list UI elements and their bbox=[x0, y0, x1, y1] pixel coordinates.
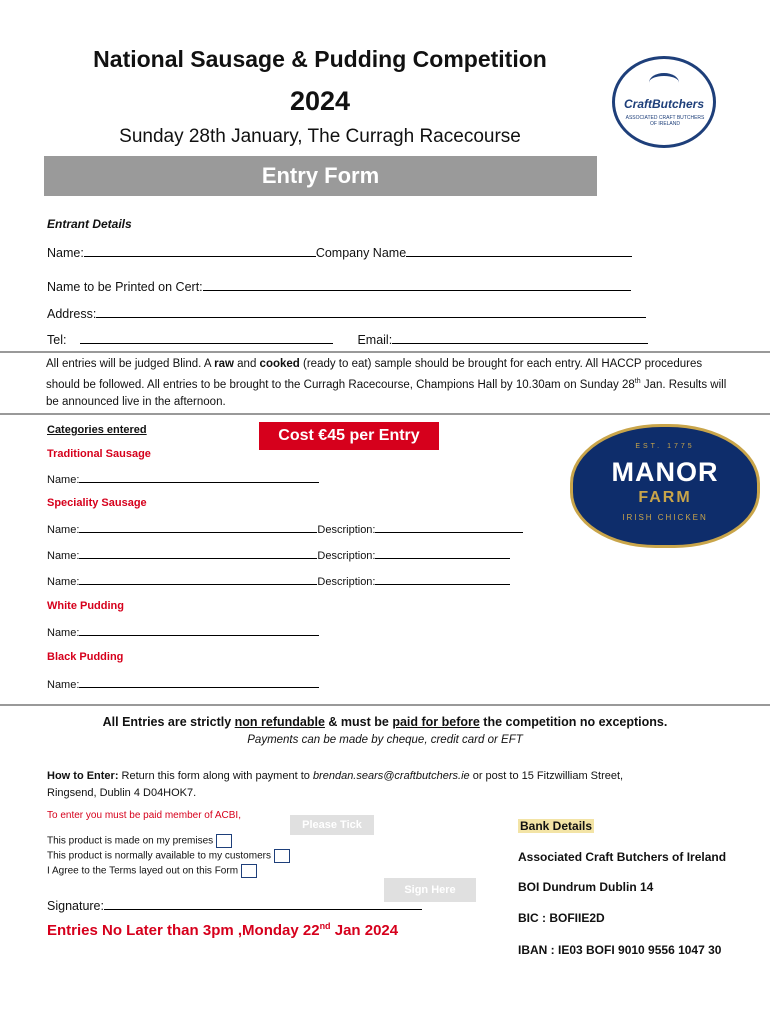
available-checkbox[interactable] bbox=[274, 849, 290, 863]
member-notice: To enter you must be paid member of ACBI, bbox=[47, 810, 241, 821]
agree-row: I Agree to the Terms layed out on this Form bbox=[47, 864, 257, 878]
entrant-details-heading: Entrant Details bbox=[47, 217, 132, 231]
traditional-sausage-heading: Traditional Sausage bbox=[47, 448, 151, 460]
premises-row: This product is made on my premises bbox=[47, 834, 232, 848]
black-pudding-heading: Black Pudding bbox=[47, 651, 124, 663]
speciality-name-field-2[interactable] bbox=[79, 548, 317, 559]
bank-branch: BOI Dundrum Dublin 14 bbox=[518, 880, 654, 894]
divider-middle bbox=[0, 413, 770, 415]
bank-account-name: Associated Craft Butchers of Ireland bbox=[518, 850, 727, 864]
craft-butchers-logo bbox=[612, 56, 716, 148]
divider-bottom bbox=[0, 704, 770, 706]
speciality-row-3: Name: Description: bbox=[47, 574, 510, 588]
company-field[interactable] bbox=[406, 244, 632, 257]
address-label: Address: bbox=[47, 307, 97, 321]
name-label: Name: bbox=[47, 246, 84, 260]
tel-field[interactable] bbox=[80, 331, 333, 344]
payment-methods: Payments can be made by cheque, credit card or EFT bbox=[247, 734, 523, 746]
agree-checkbox[interactable] bbox=[241, 864, 257, 878]
cert-field[interactable] bbox=[203, 278, 631, 291]
signature-row: Signature: bbox=[47, 897, 422, 913]
speciality-desc-field-1[interactable] bbox=[375, 522, 523, 533]
judging-notice: All entries will be judged Blind. A raw and cooked (ready to eat) sample should be brought for each entry. All HACCP procedures should be followed. All entries to be brought to the Curragh Racecourse, Champions Hall by 10.30am on Sunday 28th Jan. Results will be announced live in the afternoon. bbox=[46, 358, 727, 408]
competition-title: National Sausage & Pudding Competition bbox=[93, 46, 547, 72]
manor-tag: IRISH CHICKEN bbox=[622, 513, 708, 522]
black-name-field[interactable] bbox=[79, 677, 319, 688]
white-pudding-heading: White Pudding bbox=[47, 600, 124, 612]
logo-text: CraftButchers bbox=[623, 97, 704, 111]
divider-top bbox=[0, 351, 770, 353]
black-name-row: Name: bbox=[47, 677, 319, 691]
cost-badge: Cost €45 per Entry bbox=[259, 422, 439, 450]
signature-field[interactable] bbox=[104, 897, 422, 910]
deadline-notice: Entries No Later than 3pm ,Monday 22nd Jan 2024 bbox=[47, 921, 399, 939]
logo-subtext: ASSOCIATED CRAFT BUTCHERS OF IRELAND bbox=[625, 115, 705, 127]
company-label: Company Name bbox=[315, 246, 407, 260]
competition-year: 2024 bbox=[289, 86, 351, 116]
cert-label: Name to be Printed on Cert: bbox=[47, 280, 203, 294]
tel-row bbox=[47, 331, 648, 347]
name-row bbox=[47, 244, 632, 260]
email-field[interactable] bbox=[392, 331, 648, 344]
manor-farm-logo bbox=[570, 424, 760, 548]
manor-farm: FARM bbox=[638, 489, 692, 506]
speciality-row-1: Name: Description: bbox=[47, 522, 523, 536]
white-name-row: Name: bbox=[47, 625, 319, 639]
bird-icon bbox=[649, 73, 679, 92]
premises-checkbox[interactable] bbox=[216, 834, 232, 848]
white-name-field[interactable] bbox=[79, 625, 319, 636]
email-label: Email: bbox=[357, 333, 393, 347]
speciality-desc-field-2[interactable] bbox=[375, 548, 510, 559]
bank-details-heading: Bank Details bbox=[520, 819, 593, 833]
speciality-name-field-1[interactable] bbox=[79, 522, 317, 533]
sign-here-callout: Sign Here bbox=[384, 878, 476, 902]
refund-terms: All Entries are strictly non refundable & must be paid for before the competition no exceptions. bbox=[102, 715, 668, 729]
name-field[interactable] bbox=[84, 244, 316, 257]
traditional-name-field[interactable] bbox=[79, 472, 319, 483]
cert-row bbox=[47, 278, 631, 294]
speciality-desc-field-3[interactable] bbox=[375, 574, 510, 585]
bank-iban: IBAN : IE03 BOFI 9010 9556 1047 30 bbox=[518, 943, 722, 957]
categories-heading: Categories entered bbox=[47, 424, 147, 436]
manor-est: EST. 1775 bbox=[635, 443, 695, 450]
contact-email[interactable]: brendan.sears@craftbutchers.ie bbox=[312, 770, 470, 782]
tel-label: Tel: bbox=[47, 333, 67, 347]
bank-bic: BIC : BOFIIE2D bbox=[518, 911, 605, 925]
address-row bbox=[47, 305, 646, 321]
entry-form-banner: Entry Form bbox=[44, 156, 597, 196]
traditional-name-row: Name: bbox=[47, 472, 319, 486]
how-to-enter: How to Enter: Return this form along with payment to brendan.sears@craftbutchers.ie or post to 15 Fitzwilliam Street, Ringsend, Dublin 4 D04HOK7. bbox=[47, 770, 624, 799]
speciality-sausage-heading: Speciality Sausage bbox=[47, 497, 147, 509]
please-tick-callout: Please Tick bbox=[290, 815, 374, 835]
available-row: This product is normally available to my customers bbox=[47, 849, 290, 863]
manor-name: MANOR bbox=[611, 457, 719, 487]
speciality-row-2: Name: Description: bbox=[47, 548, 510, 562]
speciality-name-field-3[interactable] bbox=[79, 574, 317, 585]
address-field[interactable] bbox=[96, 305, 646, 318]
competition-subtitle: Sunday 28th January, The Curragh Racecourse bbox=[119, 126, 521, 147]
